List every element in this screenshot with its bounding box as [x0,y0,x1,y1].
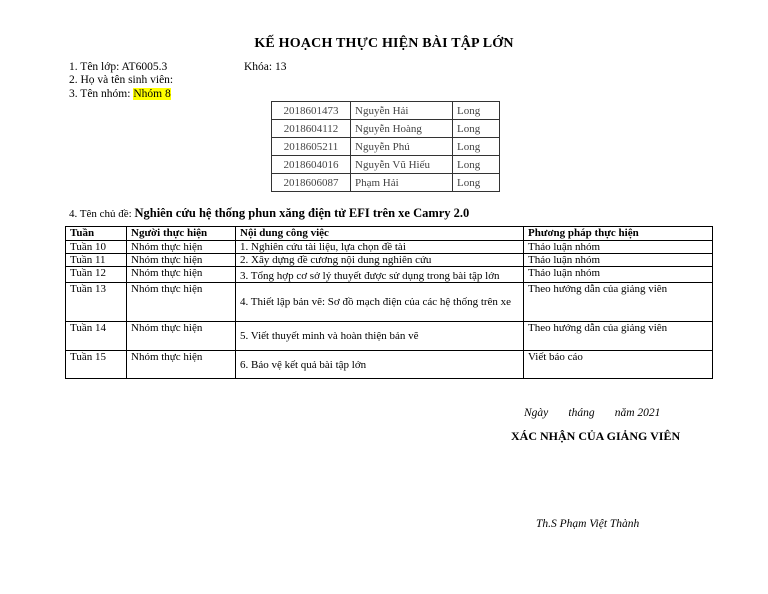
plan-task: 4. Thiết lập bản vẽ: Sơ đồ mạch điện của các hệ thống trên xe [236,283,524,322]
signature-date: Ngày tháng năm 2021 [524,407,661,419]
header-week: Tuần [66,227,127,241]
plan-week: Tuần 13 [66,283,127,322]
member-row [272,120,500,138]
topic-value: Nghiên cứu hệ thống phun xăng điện tử EFI trên xe Camry 2.0 [134,206,470,220]
plan-table [65,226,713,379]
plan-task: 5. Viết thuyết minh và hoàn thiện bản vẽ [236,322,524,351]
plan-method: Thảo luận nhóm [524,241,713,254]
member-row [272,138,500,156]
lecturer-name: Th.S Phạm Việt Thành [536,518,640,530]
group-value: Nhóm 8 [133,88,171,100]
topic-line [69,206,469,221]
plan-task: 6. Bảo vệ kết quả bài tập lớn [236,351,524,379]
plan-week: Tuần 11 [66,254,127,267]
document-title: KẾ HOẠCH THỰC HIỆN BÀI TẬP LỚN [254,36,514,51]
plan-row [66,322,713,351]
group-label: 3. Tên nhóm: [69,88,131,100]
member-class: Long [453,102,500,120]
plan-performer: Nhóm thực hiện [127,254,236,267]
members-body [272,102,500,192]
plan-week: Tuần 14 [66,322,127,351]
plan-row [66,254,713,267]
class-label: 1. Tên lớp: [69,61,120,73]
course-label: Khóa: [244,61,273,73]
plan-performer: Nhóm thực hiện [127,283,236,322]
member-name: Phạm Hải [351,174,453,192]
topic-label: 4. Tên chủ đề: [69,208,132,220]
course-line [244,61,286,74]
header-who: Người thực hiện [127,227,236,241]
member-id: 2018604112 [272,120,351,138]
member-name: Nguyễn Hoàng [351,120,453,138]
member-name: Nguyễn Vũ Hiếu [351,156,453,174]
class-value: AT6005.3 [121,61,168,73]
member-row [272,102,500,120]
member-row [272,174,500,192]
plan-task: 3. Tổng hợp cơ sở lý thuyết được sử dụng trong bài tập lớn [236,267,524,283]
course-value: 13 [274,61,287,73]
plan-row [66,241,713,254]
plan-performer: Nhóm thực hiện [127,267,236,283]
member-class: Long [453,120,500,138]
group-line [69,88,171,101]
header-task: Nội dung công việc [236,227,524,241]
member-name: Nguyễn Hải [351,102,453,120]
member-id: 2018606087 [272,174,351,192]
member-id: 2018601473 [272,102,351,120]
lecturer-confirmation: XÁC NHẬN CỦA GIẢNG VIÊN [511,429,681,443]
plan-method: Thảo luận nhóm [524,254,713,267]
plan-row [66,267,713,283]
plan-performer: Nhóm thực hiện [127,351,236,379]
plan-method: Thảo luận nhóm [524,267,713,283]
member-class: Long [453,174,500,192]
member-name: Nguyễn Phú [351,138,453,156]
plan-body [66,241,713,379]
plan-row [66,351,713,379]
plan-performer: Nhóm thực hiện [127,322,236,351]
plan-task: 1. Nghiên cứu tài liệu, lựa chọn đề tài [236,241,524,254]
member-class: Long [453,138,500,156]
plan-performer: Nhóm thực hiện [127,241,236,254]
header-method: Phương pháp thực hiện [524,227,713,241]
student-line: 2. Họ và tên sinh viên: [69,74,174,86]
class-line [69,61,167,74]
plan-method: Viết báo cáo [524,351,713,379]
plan-header-row [66,227,713,241]
plan-week: Tuần 10 [66,241,127,254]
plan-method: Theo hướng dẫn của giảng viên [524,322,713,351]
members-table [271,101,500,192]
plan-week: Tuần 12 [66,267,127,283]
plan-method: Theo hướng dẫn của giảng viên [524,283,713,322]
member-id: 2018605211 [272,138,351,156]
member-row [272,156,500,174]
member-id: 2018604016 [272,156,351,174]
plan-week: Tuần 15 [66,351,127,379]
plan-task: 2. Xây dựng đề cương nội dung nghiên cứu [236,254,524,267]
member-class: Long [453,156,500,174]
plan-row [66,283,713,322]
